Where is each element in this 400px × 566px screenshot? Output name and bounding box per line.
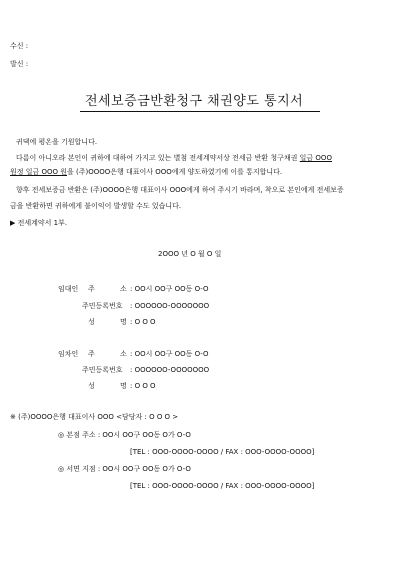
- lessee-rrn: : OOOOOO-OOOOOOO: [130, 366, 210, 374]
- document-title: 전세보증금반환청구 채권양도 통지서: [85, 94, 304, 109]
- lessee-address: : OO시 OO구 OO동 O-O: [130, 350, 209, 358]
- recipient-label: 수신 :: [10, 42, 29, 50]
- paragraph-1-rest: 을 (주)OOOO은행 대표이사 OOO에게 양도하였기에 이를 통지합니다.: [67, 168, 283, 176]
- lessor-address: : OO시 OO구 OO동 O-O: [130, 285, 209, 293]
- paragraph-2-line-2: 금을 반환하면 귀하에게 불이익이 발생할 수도 있습니다.: [10, 202, 182, 210]
- date-line: 2OOO 년 O 월 O 일: [158, 250, 222, 258]
- paragraph-1-line-1: [16, 154, 332, 163]
- lessor-address-key-2: 소: [120, 285, 127, 293]
- lessor-name: : O O O: [130, 318, 156, 326]
- lessor-label: 임대인: [58, 285, 79, 293]
- amount-won-underlined: 원정 일금 OOO 원: [10, 168, 68, 176]
- lessor-rrn: : OOOOOO-OOOOOOO: [130, 302, 210, 310]
- paragraph-1-text: 다름이 아니오라 본인이 귀하에 대하여 가지고 있는 별첨 전세계약서상 전세금 반환 청구채권: [16, 154, 300, 162]
- lessee-rrn-key: 주민등록번호: [82, 366, 123, 374]
- bank-hq-address: ◎ 본점 주소 : OO시 OO구 OO동 O가 O-O: [58, 431, 191, 439]
- title-underline: [80, 111, 320, 112]
- bank-hq-contact: [TEL : OOO-OOOO-OOOO / FAX : OOO-OOOO-OOOO]: [130, 448, 315, 456]
- lessee-name: : O O O: [130, 382, 156, 390]
- greeting-text: 귀댁에 평온을 기원합니다.: [16, 138, 98, 146]
- lessor-rrn-key: 주민등록번호: [82, 302, 123, 310]
- lessee-address-key: 주: [88, 350, 95, 358]
- lessor-address-key: 주: [88, 285, 95, 293]
- lessee-label: 임차인: [58, 350, 79, 358]
- paragraph-1-line-2: [10, 168, 282, 177]
- lessee-name-key: 성: [88, 382, 95, 390]
- lessor-name-key: 성: [88, 318, 95, 326]
- lessee-address-key-2: 소: [120, 350, 127, 358]
- lessee-name-key-2: 명: [120, 382, 127, 390]
- bank-branch-address: ◎ 서면 지점 : OO시 OO구 OO동 O가 O-O: [58, 465, 191, 473]
- bank-branch-contact: [TEL : OOO-OOOO-OOOO / FAX : OOO-OOOO-OOOO]: [130, 482, 315, 490]
- paragraph-2-line-1: 향후 전세보증금 반환은 (주)OOOO은행 대표이사 OOO에게 하여 주시기 바라며, 착오로 본인에게 전세보증: [16, 186, 344, 194]
- sender-label: 발신 :: [10, 60, 29, 68]
- attachment-line: ▶ 전세계약서 1부.: [10, 219, 68, 227]
- lessor-name-key-2: 명: [120, 318, 127, 326]
- amount-underlined: 일금 OOO: [299, 154, 332, 162]
- bank-assignee-line: ※ (주)OOOO은행 대표이사 OOO <담당자 : O O O >: [10, 413, 179, 421]
